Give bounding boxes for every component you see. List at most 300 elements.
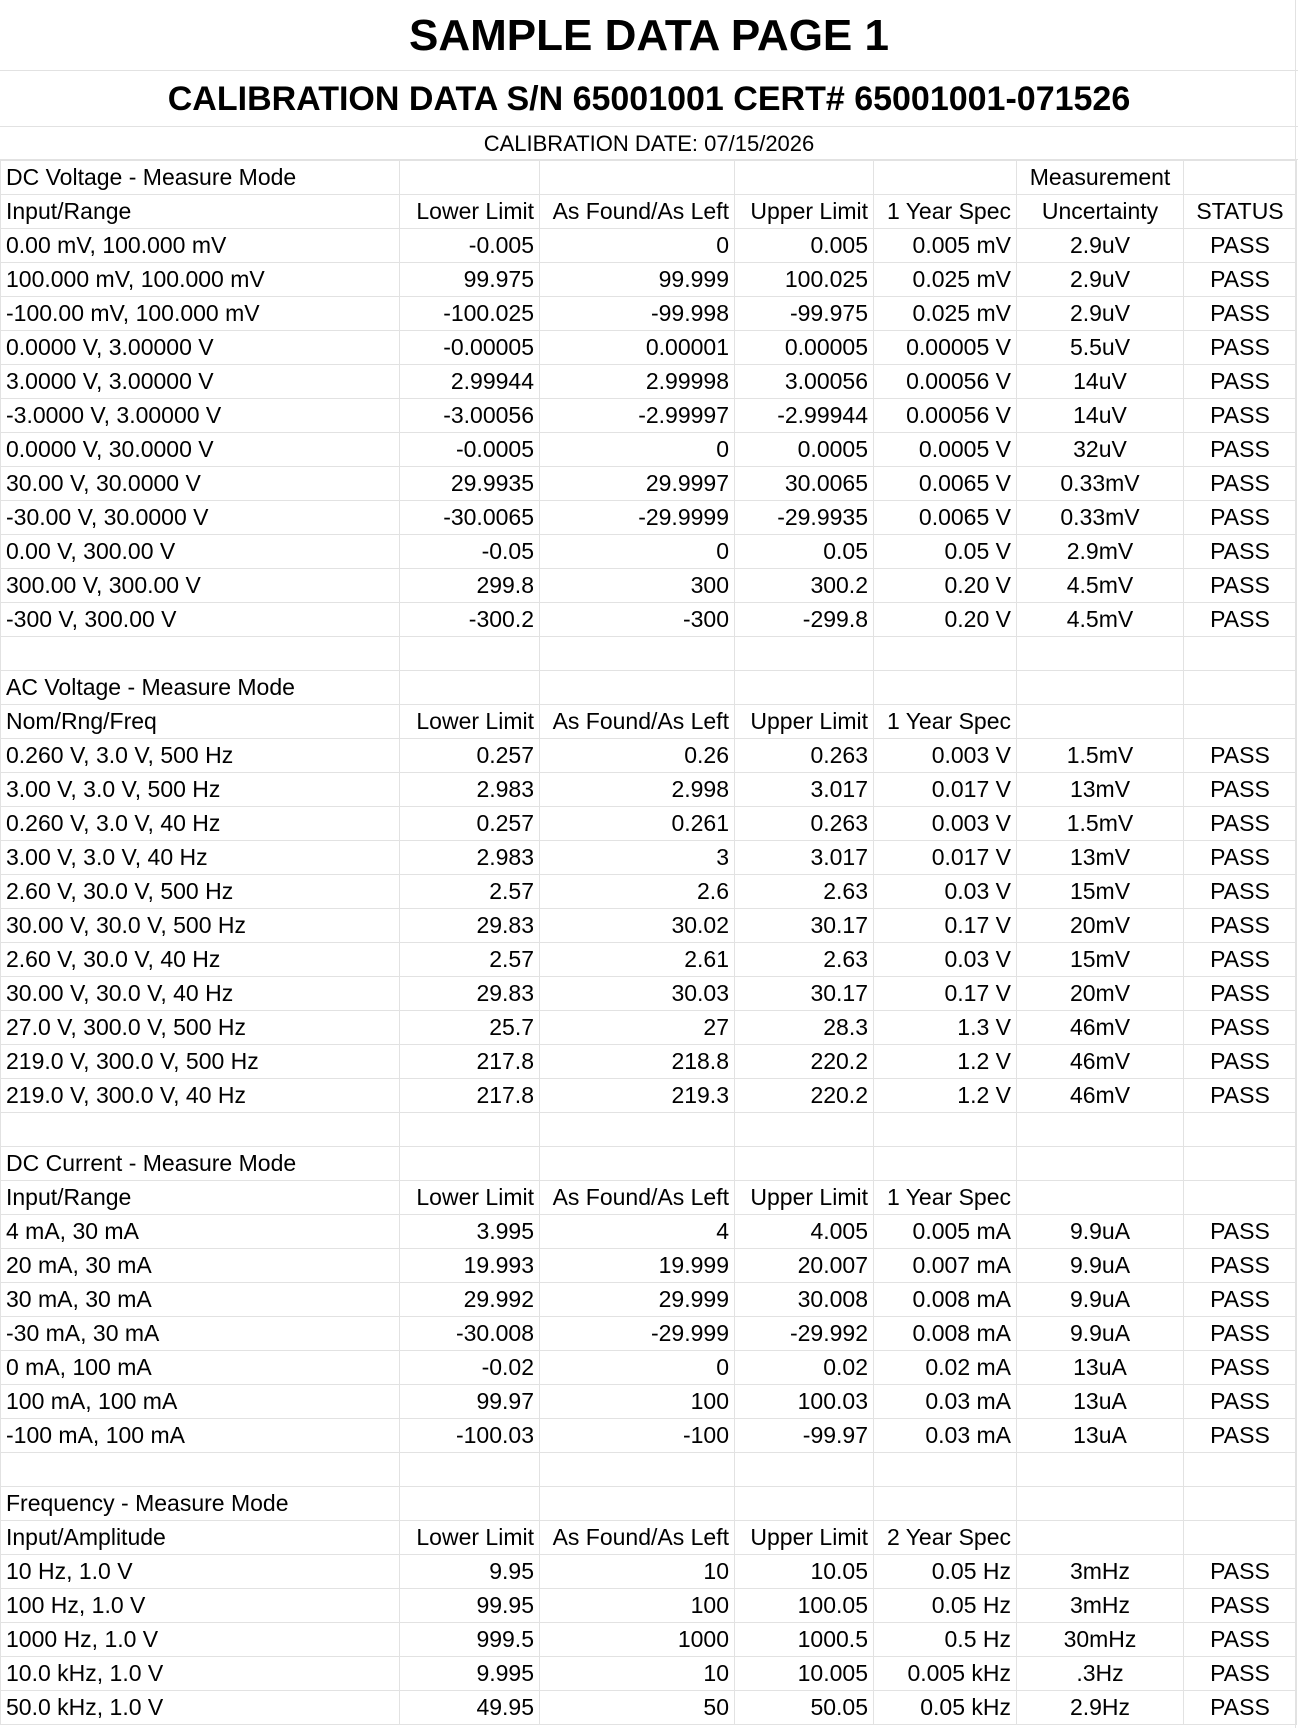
- empty-cell: [1, 637, 400, 671]
- spec-cell: 0.008 mA: [874, 1283, 1017, 1317]
- status-cell: PASS: [1184, 1623, 1297, 1657]
- lower-limit-cell: 19.993: [400, 1249, 540, 1283]
- upper-limit-cell: 300.2: [735, 569, 874, 603]
- empty-cell: [400, 161, 540, 195]
- table-row: [1, 1351, 1297, 1385]
- input-header: Input/Range: [1, 1181, 400, 1215]
- input-header: Nom/Rng/Freq: [1, 705, 400, 739]
- spec-cell: 0.17 V: [874, 909, 1017, 943]
- status-cell: PASS: [1184, 1249, 1297, 1283]
- table-row: [1, 1045, 1297, 1079]
- lower-limit-cell: 9.95: [400, 1555, 540, 1589]
- as-found-cell: 0: [540, 433, 735, 467]
- input-cell: 30.00 V, 30.0000 V: [1, 467, 400, 501]
- upper-limit-cell: 0.263: [735, 807, 874, 841]
- status-cell: PASS: [1184, 297, 1297, 331]
- upper-limit-header: Upper Limit: [735, 1181, 874, 1215]
- spec-cell: 0.005 mV: [874, 229, 1017, 263]
- input-cell: 2.60 V, 30.0 V, 40 Hz: [1, 943, 400, 977]
- lower-limit-cell: 2.983: [400, 841, 540, 875]
- upper-limit-cell: 1000.5: [735, 1623, 874, 1657]
- lower-limit-cell: 29.83: [400, 977, 540, 1011]
- spec-cell: 0.008 mA: [874, 1317, 1017, 1351]
- section-title-row: [1, 1147, 1297, 1181]
- table-row: [1, 1317, 1297, 1351]
- uncertainty-cell: 2.9Hz: [1017, 1691, 1184, 1725]
- status-cell: PASS: [1184, 1691, 1297, 1725]
- spec-cell: 0.05 V: [874, 535, 1017, 569]
- status-cell: PASS: [1184, 501, 1297, 535]
- spec-cell: 0.017 V: [874, 841, 1017, 875]
- empty-cell: [735, 671, 874, 705]
- lower-limit-cell: -30.0065: [400, 501, 540, 535]
- as-found-cell: 100: [540, 1589, 735, 1623]
- table-row: [1, 1555, 1297, 1589]
- table-row: [1, 977, 1297, 1011]
- section-title-row: [1, 671, 1297, 705]
- lower-limit-cell: 2.99944: [400, 365, 540, 399]
- status-cell: PASS: [1184, 399, 1297, 433]
- uncertainty-cell: .3Hz: [1017, 1657, 1184, 1691]
- uncertainty-cell: 13uA: [1017, 1351, 1184, 1385]
- status-cell: PASS: [1184, 1351, 1297, 1385]
- table-row: [1, 569, 1297, 603]
- as-found-cell: 2.99998: [540, 365, 735, 399]
- input-cell: 3.00 V, 3.0 V, 500 Hz: [1, 773, 400, 807]
- lower-limit-cell: 217.8: [400, 1079, 540, 1113]
- status-cell: PASS: [1184, 1011, 1297, 1045]
- table-row: [1, 1691, 1297, 1725]
- table-row: [1, 399, 1297, 433]
- table-row: [1, 1283, 1297, 1317]
- status-cell: PASS: [1184, 1419, 1297, 1453]
- upper-limit-cell: 2.63: [735, 875, 874, 909]
- spec-cell: 0.007 mA: [874, 1249, 1017, 1283]
- section-title: Frequency - Measure Mode: [1, 1487, 400, 1521]
- lower-limit-cell: -0.05: [400, 535, 540, 569]
- input-cell: 1000 Hz, 1.0 V: [1, 1623, 400, 1657]
- lower-limit-cell: -100.03: [400, 1419, 540, 1453]
- input-cell: 10 Hz, 1.0 V: [1, 1555, 400, 1589]
- spec-cell: 0.025 mV: [874, 297, 1017, 331]
- upper-limit-cell: 100.025: [735, 263, 874, 297]
- measurement-header: Measurement: [1017, 161, 1184, 195]
- lower-limit-cell: 299.8: [400, 569, 540, 603]
- table-row: [1, 229, 1297, 263]
- input-cell: 0.260 V, 3.0 V, 500 Hz: [1, 739, 400, 773]
- status-cell: PASS: [1184, 1657, 1297, 1691]
- spec-cell: 0.05 Hz: [874, 1589, 1017, 1623]
- input-cell: 3.00 V, 3.0 V, 40 Hz: [1, 841, 400, 875]
- empty-cell: [400, 637, 540, 671]
- calibration-table-body: [1, 161, 1297, 1725]
- as-found-cell: 0.00001: [540, 331, 735, 365]
- spec-cell: 0.005 mA: [874, 1215, 1017, 1249]
- empty-cell: [874, 1487, 1017, 1521]
- upper-limit-cell: 100.03: [735, 1385, 874, 1419]
- empty-cell: [540, 1147, 735, 1181]
- upper-limit-cell: -99.975: [735, 297, 874, 331]
- lower-limit-cell: -3.00056: [400, 399, 540, 433]
- status-cell: PASS: [1184, 433, 1297, 467]
- uncertainty-cell: 9.9uA: [1017, 1215, 1184, 1249]
- status-cell: PASS: [1184, 977, 1297, 1011]
- input-cell: -300 V, 300.00 V: [1, 603, 400, 637]
- spec-cell: 0.5 Hz: [874, 1623, 1017, 1657]
- table-row: [1, 535, 1297, 569]
- as-found-cell: 10: [540, 1657, 735, 1691]
- as-found-cell: 30.02: [540, 909, 735, 943]
- input-cell: -30 mA, 30 mA: [1, 1317, 400, 1351]
- as-found-cell: -300: [540, 603, 735, 637]
- upper-limit-cell: 100.05: [735, 1589, 874, 1623]
- input-cell: 2.60 V, 30.0 V, 500 Hz: [1, 875, 400, 909]
- empty-cell: [1184, 1487, 1297, 1521]
- input-cell: 100.000 mV, 100.000 mV: [1, 263, 400, 297]
- as-found-cell: 4: [540, 1215, 735, 1249]
- spec-header: 2 Year Spec: [874, 1521, 1017, 1555]
- empty-cell: [1017, 1113, 1184, 1147]
- empty-cell: [400, 1113, 540, 1147]
- section-title: DC Voltage - Measure Mode: [1, 161, 400, 195]
- as-found-cell: 0.26: [540, 739, 735, 773]
- upper-limit-cell: -29.992: [735, 1317, 874, 1351]
- empty-cell: [1184, 637, 1297, 671]
- as-found-cell: 10: [540, 1555, 735, 1589]
- lower-limit-cell: -0.02: [400, 1351, 540, 1385]
- as-found-cell: 219.3: [540, 1079, 735, 1113]
- lower-limit-cell: -0.00005: [400, 331, 540, 365]
- status-cell: PASS: [1184, 603, 1297, 637]
- uncertainty-cell: 4.5mV: [1017, 569, 1184, 603]
- as-found-cell: -29.9999: [540, 501, 735, 535]
- as-found-cell: -29.999: [540, 1317, 735, 1351]
- as-found-cell: 29.999: [540, 1283, 735, 1317]
- spec-cell: 0.003 V: [874, 739, 1017, 773]
- section-title-row: [1, 161, 1297, 195]
- lower-limit-cell: 2.983: [400, 773, 540, 807]
- spec-cell: 1.3 V: [874, 1011, 1017, 1045]
- uncertainty-cell: 46mV: [1017, 1079, 1184, 1113]
- status-cell: PASS: [1184, 739, 1297, 773]
- spec-cell: 0.025 mV: [874, 263, 1017, 297]
- spec-cell: 0.0065 V: [874, 501, 1017, 535]
- spec-cell: 0.003 V: [874, 807, 1017, 841]
- empty-cell: [540, 637, 735, 671]
- empty-cell: [1, 1113, 400, 1147]
- as-found-cell: 218.8: [540, 1045, 735, 1079]
- spec-cell: 0.05 Hz: [874, 1555, 1017, 1589]
- spec-cell: 0.0005 V: [874, 433, 1017, 467]
- lower-limit-cell: 29.83: [400, 909, 540, 943]
- uncertainty-cell: 20mV: [1017, 977, 1184, 1011]
- as-found-cell: 30.03: [540, 977, 735, 1011]
- empty-cell: [735, 161, 874, 195]
- upper-limit-cell: 10.05: [735, 1555, 874, 1589]
- input-cell: 100 Hz, 1.0 V: [1, 1589, 400, 1623]
- lower-limit-header: Lower Limit: [400, 1181, 540, 1215]
- spec-cell: 0.005 kHz: [874, 1657, 1017, 1691]
- status-cell: PASS: [1184, 263, 1297, 297]
- column-header-row: [1, 195, 1297, 229]
- upper-limit-cell: 10.005: [735, 1657, 874, 1691]
- input-cell: 100 mA, 100 mA: [1, 1385, 400, 1419]
- lower-limit-header: Lower Limit: [400, 195, 540, 229]
- status-cell: PASS: [1184, 569, 1297, 603]
- upper-limit-cell: -29.9935: [735, 501, 874, 535]
- as-found-cell: -99.998: [540, 297, 735, 331]
- as-found-cell: -2.99997: [540, 399, 735, 433]
- upper-limit-cell: 0.00005: [735, 331, 874, 365]
- uncertainty-cell: 2.9uV: [1017, 229, 1184, 263]
- section-title: DC Current - Measure Mode: [1, 1147, 400, 1181]
- input-cell: 0.00 mV, 100.000 mV: [1, 229, 400, 263]
- status-cell: PASS: [1184, 875, 1297, 909]
- upper-limit-cell: 220.2: [735, 1079, 874, 1113]
- uncertainty-cell: 13mV: [1017, 773, 1184, 807]
- empty-cell: [1, 1453, 400, 1487]
- lower-limit-cell: 999.5: [400, 1623, 540, 1657]
- as-found-cell: 2.6: [540, 875, 735, 909]
- input-cell: -100 mA, 100 mA: [1, 1419, 400, 1453]
- uncertainty-cell: 9.9uA: [1017, 1283, 1184, 1317]
- table-row: [1, 909, 1297, 943]
- status-cell: PASS: [1184, 1555, 1297, 1589]
- status-cell: PASS: [1184, 365, 1297, 399]
- uncertainty-cell: 30mHz: [1017, 1623, 1184, 1657]
- table-row: [1, 365, 1297, 399]
- uncertainty-header: [1017, 705, 1184, 739]
- empty-cell: [540, 1113, 735, 1147]
- spec-cell: 0.03 V: [874, 943, 1017, 977]
- empty-cell: [874, 1113, 1017, 1147]
- status-cell: PASS: [1184, 909, 1297, 943]
- spec-cell: 0.00056 V: [874, 365, 1017, 399]
- status-cell: PASS: [1184, 1317, 1297, 1351]
- spec-cell: 0.05 kHz: [874, 1691, 1017, 1725]
- column-header-row: [1, 1521, 1297, 1555]
- as-found-cell: 3: [540, 841, 735, 875]
- table-row: [1, 841, 1297, 875]
- input-cell: 219.0 V, 300.0 V, 500 Hz: [1, 1045, 400, 1079]
- table-row: [1, 1011, 1297, 1045]
- status-cell: PASS: [1184, 1385, 1297, 1419]
- status-cell: PASS: [1184, 1079, 1297, 1113]
- empty-cell: [1017, 1487, 1184, 1521]
- upper-limit-cell: 3.017: [735, 841, 874, 875]
- spec-header: 1 Year Spec: [874, 1181, 1017, 1215]
- status-header: STATUS: [1184, 195, 1297, 229]
- uncertainty-cell: 15mV: [1017, 875, 1184, 909]
- uncertainty-cell: 13mV: [1017, 841, 1184, 875]
- input-cell: 219.0 V, 300.0 V, 40 Hz: [1, 1079, 400, 1113]
- upper-limit-cell: 0.005: [735, 229, 874, 263]
- lower-limit-cell: 29.9935: [400, 467, 540, 501]
- uncertainty-cell: 2.9uV: [1017, 297, 1184, 331]
- table-row: [1, 807, 1297, 841]
- section-title: AC Voltage - Measure Mode: [1, 671, 400, 705]
- as-found-cell: 1000: [540, 1623, 735, 1657]
- calibration-date: CALIBRATION DATE: 07/15/2026: [0, 127, 1298, 160]
- as-found-cell: 99.999: [540, 263, 735, 297]
- input-cell: 27.0 V, 300.0 V, 500 Hz: [1, 1011, 400, 1045]
- input-cell: -3.0000 V, 3.00000 V: [1, 399, 400, 433]
- upper-limit-cell: 0.263: [735, 739, 874, 773]
- input-cell: -100.00 mV, 100.000 mV: [1, 297, 400, 331]
- empty-cell: [1184, 161, 1297, 195]
- lower-limit-cell: -30.008: [400, 1317, 540, 1351]
- lower-limit-cell: 99.95: [400, 1589, 540, 1623]
- lower-limit-cell: -100.025: [400, 297, 540, 331]
- empty-cell: [874, 1147, 1017, 1181]
- spacer-row: [1, 1113, 1297, 1147]
- as-found-cell: 2.61: [540, 943, 735, 977]
- input-cell: 0.260 V, 3.0 V, 40 Hz: [1, 807, 400, 841]
- spec-cell: 0.03 mA: [874, 1385, 1017, 1419]
- empty-cell: [1017, 1147, 1184, 1181]
- lower-limit-header: Lower Limit: [400, 1521, 540, 1555]
- lower-limit-cell: 3.995: [400, 1215, 540, 1249]
- empty-cell: [1184, 1147, 1297, 1181]
- uncertainty-cell: 0.33mV: [1017, 501, 1184, 535]
- status-header: [1184, 705, 1297, 739]
- input-cell: 30 mA, 30 mA: [1, 1283, 400, 1317]
- status-cell: PASS: [1184, 1589, 1297, 1623]
- input-cell: 20 mA, 30 mA: [1, 1249, 400, 1283]
- table-row: [1, 1419, 1297, 1453]
- uncertainty-cell: 14uV: [1017, 365, 1184, 399]
- spec-cell: 0.03 mA: [874, 1419, 1017, 1453]
- spec-cell: 0.20 V: [874, 569, 1017, 603]
- input-cell: 3.0000 V, 3.00000 V: [1, 365, 400, 399]
- input-cell: 0.0000 V, 30.0000 V: [1, 433, 400, 467]
- table-row: [1, 1249, 1297, 1283]
- upper-limit-cell: 30.17: [735, 977, 874, 1011]
- table-row: [1, 433, 1297, 467]
- table-row: [1, 739, 1297, 773]
- spec-cell: 0.0065 V: [874, 467, 1017, 501]
- empty-cell: [1184, 1113, 1297, 1147]
- input-cell: 0.00 V, 300.00 V: [1, 535, 400, 569]
- spacer-row: [1, 637, 1297, 671]
- as-found-cell: 27: [540, 1011, 735, 1045]
- as-found-cell: 2.998: [540, 773, 735, 807]
- uncertainty-cell: 3mHz: [1017, 1589, 1184, 1623]
- table-row: [1, 1385, 1297, 1419]
- lower-limit-cell: 2.57: [400, 943, 540, 977]
- empty-cell: [735, 1487, 874, 1521]
- empty-cell: [735, 1453, 874, 1487]
- spec-cell: 0.017 V: [874, 773, 1017, 807]
- spec-cell: 0.20 V: [874, 603, 1017, 637]
- empty-cell: [1017, 671, 1184, 705]
- as-found-cell: 0.261: [540, 807, 735, 841]
- status-cell: PASS: [1184, 467, 1297, 501]
- table-row: [1, 773, 1297, 807]
- lower-limit-cell: 9.995: [400, 1657, 540, 1691]
- upper-limit-header: Upper Limit: [735, 195, 874, 229]
- as-found-cell: 50: [540, 1691, 735, 1725]
- status-header: [1184, 1181, 1297, 1215]
- spacer-row: [1, 1453, 1297, 1487]
- empty-cell: [540, 1487, 735, 1521]
- uncertainty-cell: 13uA: [1017, 1385, 1184, 1419]
- upper-limit-cell: 50.05: [735, 1691, 874, 1725]
- input-cell: 0.0000 V, 3.00000 V: [1, 331, 400, 365]
- empty-cell: [540, 1453, 735, 1487]
- empty-cell: [735, 1113, 874, 1147]
- table-row: [1, 1079, 1297, 1113]
- empty-cell: [400, 1487, 540, 1521]
- uncertainty-cell: 4.5mV: [1017, 603, 1184, 637]
- empty-cell: [400, 1453, 540, 1487]
- empty-cell: [400, 1147, 540, 1181]
- input-header: Input/Amplitude: [1, 1521, 400, 1555]
- upper-limit-cell: 3.017: [735, 773, 874, 807]
- uncertainty-cell: 3mHz: [1017, 1555, 1184, 1589]
- uncertainty-cell: 46mV: [1017, 1045, 1184, 1079]
- uncertainty-cell: 9.9uA: [1017, 1249, 1184, 1283]
- uncertainty-cell: 0.33mV: [1017, 467, 1184, 501]
- upper-limit-cell: 0.05: [735, 535, 874, 569]
- input-header: Input/Range: [1, 195, 400, 229]
- uncertainty-cell: 13uA: [1017, 1419, 1184, 1453]
- status-cell: PASS: [1184, 943, 1297, 977]
- empty-cell: [400, 671, 540, 705]
- empty-cell: [1184, 1453, 1297, 1487]
- spec-cell: 0.00005 V: [874, 331, 1017, 365]
- as-found-cell: 0: [540, 535, 735, 569]
- as-found-cell: 19.999: [540, 1249, 735, 1283]
- uncertainty-cell: 14uV: [1017, 399, 1184, 433]
- uncertainty-cell: 2.9uV: [1017, 263, 1184, 297]
- uncertainty-header: [1017, 1181, 1184, 1215]
- table-row: [1, 467, 1297, 501]
- column-header-row: [1, 1181, 1297, 1215]
- as-found-header: As Found/As Left: [540, 1181, 735, 1215]
- status-cell: PASS: [1184, 1215, 1297, 1249]
- upper-limit-cell: 0.0005: [735, 433, 874, 467]
- spec-header: 1 Year Spec: [874, 705, 1017, 739]
- section-title-row: [1, 1487, 1297, 1521]
- column-header-row: [1, 705, 1297, 739]
- upper-limit-cell: 30.008: [735, 1283, 874, 1317]
- status-cell: PASS: [1184, 1045, 1297, 1079]
- lower-limit-cell: 49.95: [400, 1691, 540, 1725]
- input-cell: 50.0 kHz, 1.0 V: [1, 1691, 400, 1725]
- table-row: [1, 297, 1297, 331]
- empty-cell: [540, 161, 735, 195]
- lower-limit-cell: 29.992: [400, 1283, 540, 1317]
- upper-limit-cell: 30.0065: [735, 467, 874, 501]
- empty-cell: [735, 637, 874, 671]
- lower-limit-cell: -0.005: [400, 229, 540, 263]
- input-cell: 300.00 V, 300.00 V: [1, 569, 400, 603]
- input-cell: 30.00 V, 30.0 V, 500 Hz: [1, 909, 400, 943]
- table-row: [1, 501, 1297, 535]
- uncertainty-header: [1017, 1521, 1184, 1555]
- input-cell: 10.0 kHz, 1.0 V: [1, 1657, 400, 1691]
- table-row: [1, 603, 1297, 637]
- uncertainty-cell: 46mV: [1017, 1011, 1184, 1045]
- as-found-cell: 100: [540, 1385, 735, 1419]
- upper-limit-cell: 20.007: [735, 1249, 874, 1283]
- spec-cell: 0.02 mA: [874, 1351, 1017, 1385]
- status-cell: PASS: [1184, 229, 1297, 263]
- uncertainty-cell: 1.5mV: [1017, 739, 1184, 773]
- certificate-subtitle: CALIBRATION DATA S/N 65001001 CERT# 65001001-071526: [0, 71, 1298, 127]
- empty-cell: [540, 671, 735, 705]
